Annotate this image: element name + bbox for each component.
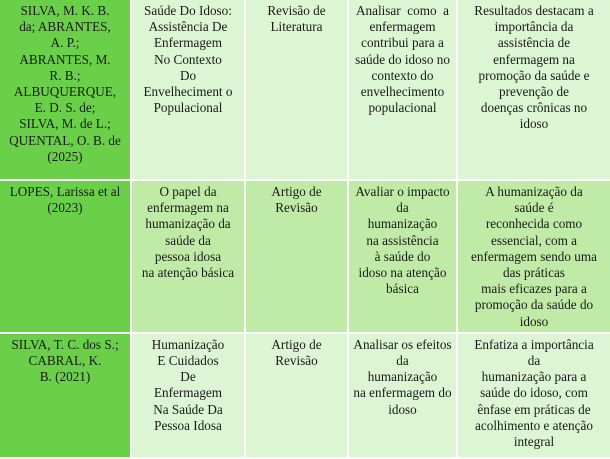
cell-text-line: ABRANTES, M. [19, 51, 111, 67]
cell-text-line: humanização para a [481, 369, 587, 385]
objective-cell [348, 333, 457, 458]
cell-text-line: Enfatiza a importância [474, 336, 594, 352]
cell-text-line: humanização [367, 216, 438, 232]
cell-text-line: enfermagem sendo uma [471, 248, 597, 264]
cell-text-line: da; ABRANTES, [19, 19, 111, 35]
author-cell [0, 180, 131, 333]
cell-text-line: humanização da [145, 216, 231, 232]
cell-text-line: importância da [494, 19, 574, 35]
cell-text-line: acolhimento e atenção [475, 417, 593, 433]
cell-text-line: enfermagem na [147, 200, 229, 216]
cell-text-line: saúde do idoso no [355, 51, 450, 67]
table-row [0, 0, 610, 180]
cell-text-line: contexto do [371, 67, 434, 83]
cell-text-line: Artigo de [271, 184, 322, 199]
cell-text-line: idoso [519, 116, 549, 132]
cell-text-line: assistência de [497, 35, 571, 51]
cell-text-line: (2025) [47, 148, 83, 164]
cell-text-line: Revisão de [267, 3, 326, 18]
results-cell [457, 180, 610, 333]
cell-text-line: integral [513, 434, 555, 450]
cell-text-line: ALBUQUERQUE, [13, 84, 117, 100]
objective-cell [348, 180, 457, 333]
cell-text-line: saúde é [514, 200, 554, 216]
cell-text-line: Do [179, 67, 197, 83]
cell-text-line: mais eficazes para a [481, 281, 587, 297]
cell-text-line: No Contexto [154, 51, 222, 67]
table-row [0, 180, 610, 333]
cell-text-line: Enfermagem [153, 35, 223, 51]
cell-text-line: na assistência [366, 232, 439, 248]
cell-text-line: Resultados destacam a [474, 3, 594, 18]
type-cell [245, 180, 348, 333]
cell-text-line: Pessoa Idosa [154, 417, 222, 433]
cell-text-line: da [396, 200, 409, 216]
cell-text-line: reconhecida como [485, 216, 583, 232]
results-cell [457, 0, 610, 180]
author-cell [0, 333, 131, 458]
cell-text-line: (2023) [47, 200, 83, 216]
cell-text-line: CABRAL, K. [28, 353, 102, 369]
type-cell [245, 333, 348, 458]
cell-text-line: prevenção de [499, 84, 569, 100]
cell-text-line: envelhecimento [360, 84, 445, 100]
cell-text-line: pessoa idosa [154, 248, 222, 264]
cell-text-line: idoso [388, 401, 417, 417]
cell-text-line: contribui para a [361, 35, 444, 51]
cell-text-line: enfermagem na [493, 51, 575, 67]
cell-text-line: Artigo de [271, 336, 322, 352]
cell-text-line: populacional [368, 100, 437, 116]
cell-text-line: E. D. S. de; [34, 100, 96, 116]
cell-text-line: saúde do idoso, com [480, 385, 588, 401]
table-row [0, 333, 610, 458]
cell-text-line: B. (2021) [39, 369, 91, 385]
cell-text-line: A. P.; [50, 35, 80, 51]
title-cell [131, 333, 245, 458]
cell-text-line: QUENTAL, O. B. de [9, 132, 121, 148]
cell-text-line: das práticas [503, 265, 565, 281]
cell-text-line: promoção da saúde do [474, 297, 594, 313]
type-cell [245, 0, 348, 180]
cell-text-line: na enfermagem do [353, 385, 452, 401]
cell-text-line: Na Saúde Da [153, 401, 223, 417]
cell-text-line: O papel da [159, 184, 217, 199]
cell-text-line: ênfase em práticas de [477, 401, 591, 417]
title-cell [131, 180, 245, 333]
cell-text-line: Analisar os efeitos [353, 336, 452, 352]
cell-text-line: Analisar como a [355, 3, 449, 18]
cell-text-line: R. B.; [49, 67, 81, 83]
cell-text-line: idoso na atenção [358, 265, 447, 281]
cell-text-line: LOPES, Larissa et al [9, 184, 121, 199]
cell-text-line: Saúde Do Idoso: [144, 3, 232, 18]
cell-text-line: Envelheciment o [143, 84, 233, 100]
cell-text-line: da [396, 353, 409, 369]
cell-text-line: idoso [519, 313, 549, 329]
cell-text-line: E Cuidados [157, 353, 219, 369]
cell-text-line: essencial, com a [490, 232, 578, 248]
cell-text-line: à saúde do [374, 248, 431, 264]
cell-text-line: na atenção básica [141, 265, 235, 281]
cell-text-line: Enfermagem [153, 385, 223, 401]
cell-text-line: Assistência De [148, 19, 228, 35]
cell-text-line: básica [386, 281, 419, 297]
author-cell [0, 0, 131, 180]
cell-text-line: saúde da [165, 232, 211, 248]
cell-text-line: De [180, 369, 196, 385]
cell-text-line: Revisão [275, 200, 318, 216]
cell-text-line: Populacional [153, 100, 223, 116]
cell-text-line: SILVA, T. C. dos S.; [11, 336, 119, 352]
cell-text-line: Literatura [270, 19, 323, 35]
cell-text-line: SILVA, M. K. B. [20, 3, 110, 18]
cell-text-line: Avaliar o impacto [355, 184, 450, 199]
cell-text-line: Humanização [151, 336, 225, 352]
cell-text-line: enfermagem [369, 19, 436, 35]
cell-text-line: promoção da saúde e [478, 67, 590, 83]
cell-text-line: doenças crônicas no [480, 100, 588, 116]
objective-cell [348, 0, 457, 180]
results-cell [457, 333, 610, 458]
cell-text-line: humanização [367, 369, 438, 385]
cell-text-line: SILVA, M. de L.; [19, 116, 111, 132]
title-cell [131, 0, 245, 180]
cell-text-line: A humanização da [485, 184, 583, 199]
cell-text-line: Revisão [275, 353, 318, 369]
cell-text-line: da [527, 353, 541, 369]
